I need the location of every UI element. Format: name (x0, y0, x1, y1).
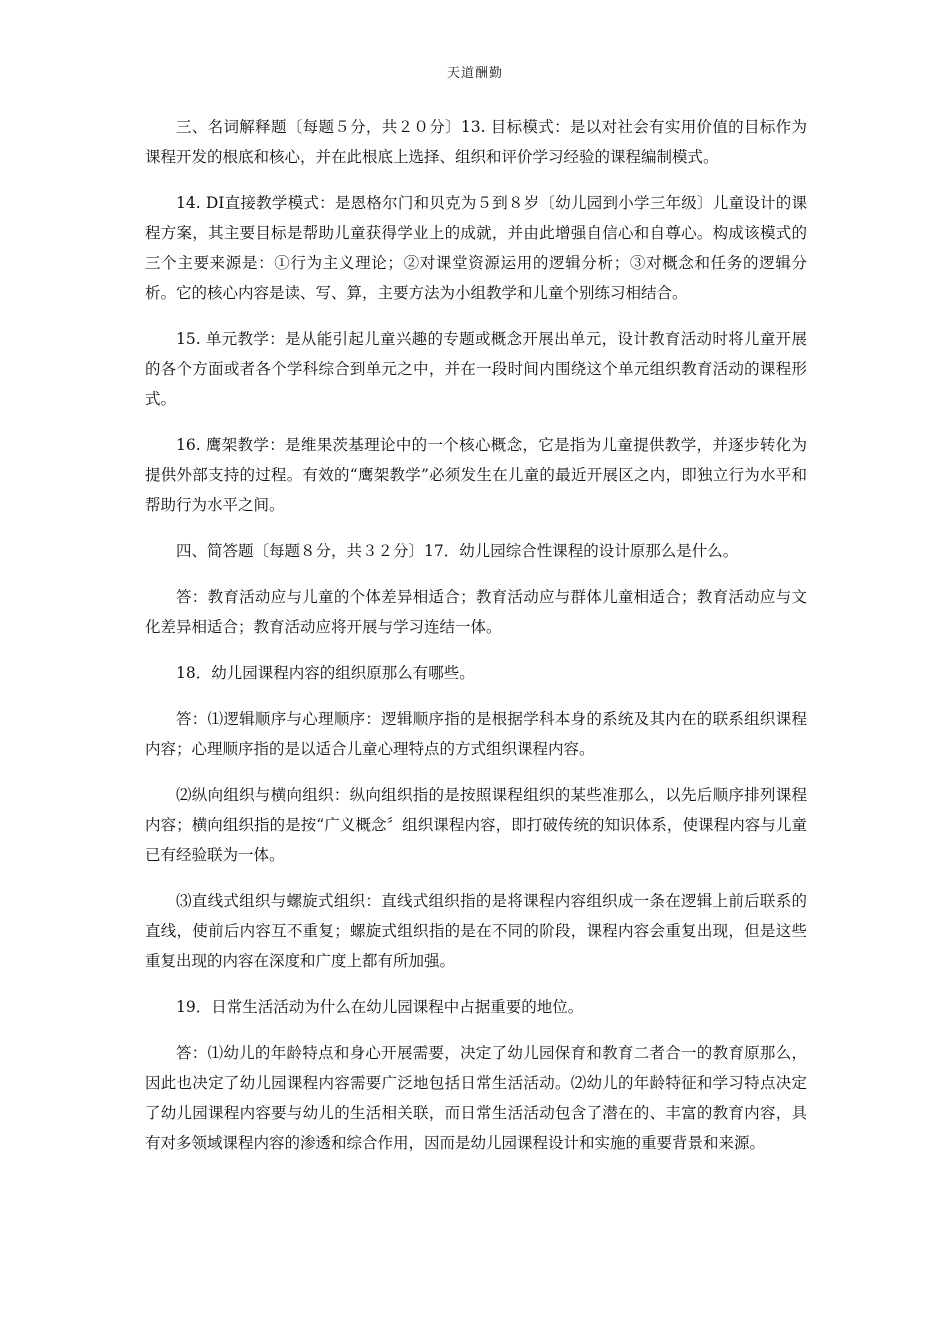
paragraph-q18-answer-2: ⑵纵向组织与横向组织：纵向组织指的是按照课程组织的某些准那么，以先后顺序排列课程内容；横向组织指的是按“广义概念〞组织课程内容，即打破传统的知识体系，使课程内容与儿童已有经验联为一体。 (145, 786, 807, 864)
paragraph-q19-answer: 答：⑴幼儿的年龄特点和身心开展需要，决定了幼儿园保育和教育二者合一的教育原那么，因此也决定了幼儿园课程内容需要广泛地包括日常生活活动。⑵幼儿的年龄特征和学习特点决定了幼儿园课程内容要与幼儿的生活相关联，而日常生活活动包含了潜在的、丰富的教育内容，具有对多领域课程内容的渗透和综合作用，因而是幼儿园课程设计和实施的重要背景和来源。 (145, 1044, 807, 1152)
paragraph-q18-answer-3: ⑶直线式组织与螺旋式组织：直线式组织指的是将课程内容组织成一条在逻辑上前后联系的直线，使前后内容互不重复；螺旋式组织指的是在不同的阶段，课程内容会重复出现，但是这些重复出现的内容在深度和广度上都有所加强。 (145, 892, 807, 970)
paragraph-q19: 19．日常生活活动为什么在幼儿园课程中占据重要的地位。 (176, 998, 584, 1016)
paragraph-q15: 15. 单元教学：是从能引起儿童兴趣的专题或概念开展出单元，设计教育活动时将儿童开展的各个方面或者各个学科综合到单元之中，并在一段时间内围绕这个单元组织教育活动的课程形式。 (145, 330, 807, 408)
paragraph-q17-answer: 答：教育活动应与儿童的个体差异相适合；教育活动应与群体儿童相适合；教育活动应与文化差异相适合；教育活动应将开展与学习连结一体。 (145, 588, 807, 636)
paragraph-q18: 18．幼儿园课程内容的组织原那么有哪些。 (176, 664, 475, 682)
paragraph-section-3-q13: 三、名词解释题〔每题５分，共２０分〕13. 目标模式：是以对社会有实用价值的目标作为课程开发的根底和核心，并在此根底上选择、组织和评价学习经验的课程编制模式。 (145, 118, 807, 166)
paragraph-q16: 16. 鹰架教学：是维果茨基理论中的一个核心概念，它是指为儿童提供教学，并逐步转化为提供外部支持的过程。有效的“鹰架教学”必须发生在儿童的最近开展区之内，即独立行为水平和帮助行为水平之间。 (145, 436, 807, 514)
document-body (145, 112, 807, 1174)
page-header: 天道酬勤 (446, 66, 503, 81)
paragraph-q18-answer-1: 答：⑴逻辑顺序与心理顺序：逻辑顺序指的是根据学科本身的系统及其内在的联系组织课程内容；心理顺序指的是以适合儿童心理特点的方式组织课程内容。 (145, 710, 807, 758)
paragraph-q14: 14. DI直接教学模式：是恩格尔门和贝克为５到８岁〔幼儿园到小学三年级〕儿童设计的课程方案，其主要目标是帮助儿童获得学业上的成就，并由此增强自信心和自尊心。构成该模式的三个主要来源是：①行为主义理论；②对课堂资源运用的逻辑分析；③对概念和任务的逻辑分析。它的核心内容是读、写、算，主要方法为小组教学和儿童个别练习相结合。 (145, 194, 807, 302)
paragraph-section-4-q17: 四、简答题〔每题８分，共３２分〕17．幼儿园综合性课程的设计原那么是什么。 (176, 542, 739, 560)
